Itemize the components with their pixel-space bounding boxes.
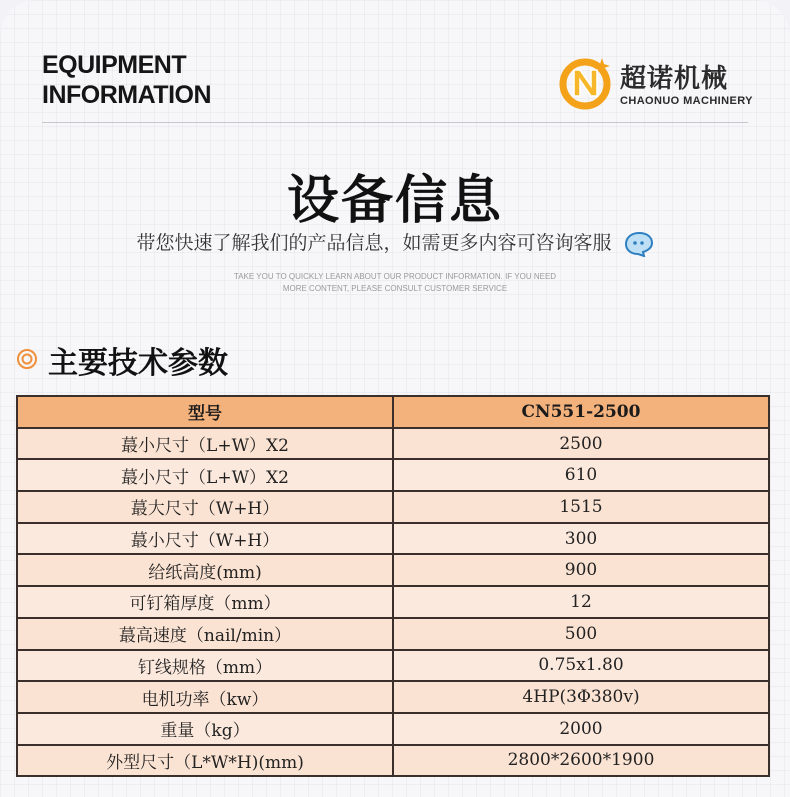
header-divider bbox=[42, 122, 748, 123]
param-name: 蕞小尺寸（L+W）X2 bbox=[18, 460, 394, 492]
english-note bbox=[0, 271, 790, 295]
header-cell-model-value: CN551-2500 bbox=[394, 397, 770, 429]
param-value: 4HP(3Φ380v) bbox=[394, 682, 770, 714]
param-value: 12 bbox=[394, 587, 770, 619]
param-value: 2800*2600*1900 bbox=[394, 746, 770, 778]
param-name: 给纸高度(mm) bbox=[18, 555, 394, 587]
param-value: 300 bbox=[394, 524, 770, 556]
param-name: 蕞小尺寸（W+H） bbox=[18, 524, 394, 556]
subtitle-text: 带您快速了解我们的产品信息，如需更多内容可咨询客服 bbox=[136, 232, 612, 254]
param-value: 500 bbox=[394, 619, 770, 651]
param-value: 610 bbox=[394, 460, 770, 492]
en-note-line2: MORE CONTENT, PLEASE CONSULT CUSTOMER SERVICE bbox=[282, 284, 508, 293]
header-cell-model: 型号 bbox=[18, 397, 394, 429]
company-logo bbox=[558, 52, 758, 114]
table-row bbox=[18, 714, 770, 746]
param-name: 蕞小尺寸（L+W）X2 bbox=[18, 429, 394, 461]
en-note-line1: TAKE YOU TO QUICKLY LEARN ABOUT OUR PRODUCT INFORMATION. IF YOU NEED bbox=[233, 272, 557, 281]
table-row bbox=[18, 524, 770, 556]
subtitle-row bbox=[0, 228, 790, 257]
table-row bbox=[18, 619, 770, 651]
logo-chinese-name: 超诺机械 bbox=[620, 64, 729, 94]
param-name: 钉线规格（mm） bbox=[18, 651, 394, 683]
target-ring-icon bbox=[16, 348, 38, 370]
param-name: 蕞高速度（nail/min） bbox=[18, 619, 394, 651]
equipment-information-title bbox=[42, 50, 211, 110]
param-name: 电机功率（kw） bbox=[18, 682, 394, 714]
param-name: 蕞大尺寸（W+H） bbox=[18, 492, 394, 524]
table-row bbox=[18, 682, 770, 714]
en-title-line2: INFORMATION bbox=[42, 81, 212, 109]
table-row bbox=[18, 746, 770, 778]
chat-bubble-icon bbox=[624, 231, 654, 257]
table-row bbox=[18, 651, 770, 683]
section-title: 主要技术参数 bbox=[48, 346, 228, 381]
N-icon bbox=[558, 52, 616, 112]
table-header-row bbox=[18, 397, 770, 429]
param-value: 2000 bbox=[394, 714, 770, 746]
en-title-line1: EQUIPMENT bbox=[42, 51, 187, 79]
logo-english-name: CHAONUO MACHINERY bbox=[620, 95, 753, 107]
param-value: 0.75x1.80 bbox=[394, 651, 770, 683]
param-value: 2500 bbox=[394, 429, 770, 461]
param-name: 可钉箱厚度（mm） bbox=[18, 587, 394, 619]
table-row bbox=[18, 460, 770, 492]
param-value: 1515 bbox=[394, 492, 770, 524]
table-row bbox=[18, 429, 770, 461]
spec-table bbox=[16, 395, 770, 777]
table-row bbox=[18, 555, 770, 587]
param-value: 900 bbox=[394, 555, 770, 587]
param-name: 外型尺寸（L*W*H)(mm) bbox=[18, 746, 394, 778]
table-row bbox=[18, 492, 770, 524]
param-name: 重量（kg） bbox=[18, 714, 394, 746]
page-title: 设备信息 bbox=[286, 171, 503, 231]
table-row bbox=[18, 587, 770, 619]
